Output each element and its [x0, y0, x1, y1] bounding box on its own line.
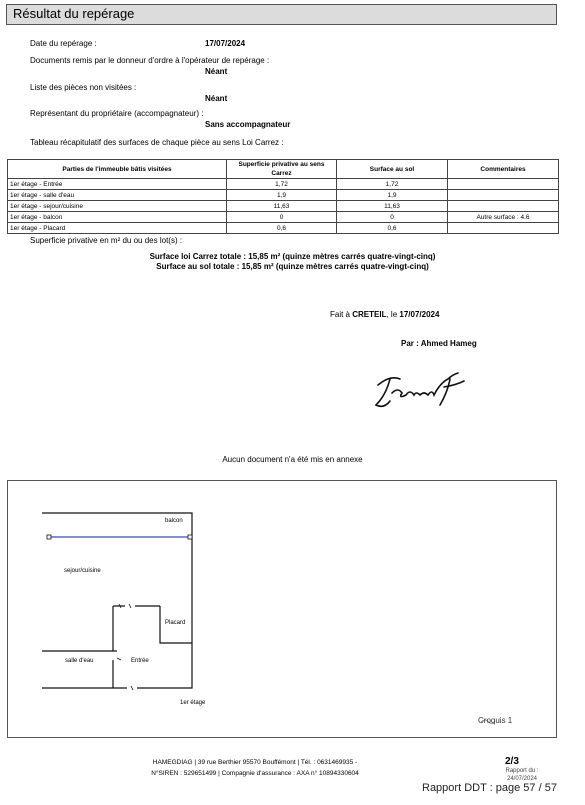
table-cell: 1er étage - salle d'eau: [8, 190, 227, 201]
representant-label: Représentant du propriétaire (accompagnateur) :: [30, 109, 204, 118]
table-cell: 0,6: [227, 223, 337, 234]
plan-label-sejour: sejour/cuisine: [64, 568, 101, 574]
footer-line-2: N°SIREN : 529651499 | Compagnie d'assurance : AXA n° 10894330604: [151, 770, 359, 777]
floor-plan: [7, 480, 557, 738]
section-header: [6, 4, 557, 25]
section-title: Résultat du repérage: [13, 6, 135, 21]
date-label: Date du repérage :: [30, 39, 97, 48]
table-cell: 1,72: [227, 179, 337, 190]
table-cell: 11,63: [337, 201, 448, 212]
superficie-label: Superficie privative en m² du ou des lot(s) :: [30, 236, 183, 245]
table-cell: [448, 223, 559, 234]
table-cell: 0,6: [337, 223, 448, 234]
table-header-row: [8, 160, 559, 179]
plan-label-balcon: balcon: [165, 518, 183, 524]
table-cell: [448, 179, 559, 190]
column-header: Surface au sol: [337, 160, 448, 179]
fait-city: CRETEIL: [352, 310, 387, 319]
table-cell: 1,9: [227, 190, 337, 201]
fait-line: [330, 310, 439, 320]
documents-value: Néant: [205, 67, 228, 76]
table-cell: [448, 190, 559, 201]
anchor-point: [188, 535, 192, 539]
table-cell: 0: [337, 212, 448, 223]
page-number: 2/3: [505, 756, 519, 767]
table-cell: 1er étage - Placard: [8, 223, 227, 234]
table-cell: 0: [227, 212, 337, 223]
fait-prefix: Fait à: [330, 310, 351, 319]
table-row: [8, 201, 559, 212]
pieces-value: Néant: [205, 94, 228, 103]
table-cell: 1er étage - Entrée: [8, 179, 227, 190]
plan-label-entree: Entrée: [131, 658, 149, 664]
footer-company-info: [70, 757, 440, 779]
footer-line-1: HAMEGDIAG | 39 rue Berthier 95570 Bouffémont | Tél. : 0631469935 -: [152, 759, 358, 766]
plan-label-placard: Placard: [165, 620, 186, 626]
plan-label-salle-eau: salle d'eau: [65, 658, 94, 664]
handwritten-signature: [370, 365, 480, 415]
surfaces-table: [7, 159, 559, 234]
table-cell: 1er étage - balcon: [8, 212, 227, 223]
table-row: [8, 223, 559, 234]
plan-label-etage: 1er étage: [180, 700, 206, 706]
table-row: [8, 190, 559, 201]
report-date-stamp: [497, 767, 547, 783]
representant-value: Sans accompagnateur: [205, 120, 291, 129]
carrez-total: Surface loi Carrez totale : 15,85 m² (quinze mètres carrés quatre-vingt-cinq): [149, 252, 436, 261]
table-cell: 1,9: [337, 190, 448, 201]
table-cell: 1er étage - sejour/cuisine: [8, 201, 227, 212]
table-row: [8, 212, 559, 223]
column-header: Superficie privative au sens Carrez: [227, 160, 337, 179]
sol-total: Surface au sol totale : 15,85 m² (quinze mètres carrés quatre-vingt-cinq): [156, 262, 429, 271]
annex-note: Aucun document n'a été mis en annexe: [222, 455, 363, 464]
fait-date: 17/07/2024: [399, 310, 440, 319]
tableau-label: Tableau récapitulatif des surfaces de chaque pièce au sens Loi Carrez :: [30, 138, 284, 147]
column-header: Parties de l'immeuble bâtis visitées: [8, 160, 227, 179]
table-cell: Autre surface : 4.6: [448, 212, 559, 223]
date-value: 17/07/2024: [205, 39, 246, 48]
documents-label: Documents remis par le donneur d'ordre à l'opérateur de repérage :: [30, 56, 270, 65]
croquis-label: Croquis 1: [478, 716, 513, 725]
report-date-value: 24/07/2024: [506, 776, 538, 782]
anchor-point: [47, 535, 51, 539]
table-row: [8, 179, 559, 190]
table-cell: [448, 201, 559, 212]
report-date-label: Rapport du :: [505, 768, 539, 774]
signatory: Par : Ahmed Hameg: [401, 339, 477, 348]
fait-date-prefix: , le: [386, 310, 398, 319]
report-ddt-page: Rapport DDT : page 57 / 57: [422, 782, 557, 794]
table-cell: 1,72: [337, 179, 448, 190]
pieces-label: Liste des pièces non visitées :: [30, 83, 137, 92]
table-cell: 11,63: [227, 201, 337, 212]
column-header: Commentaires: [448, 160, 559, 179]
